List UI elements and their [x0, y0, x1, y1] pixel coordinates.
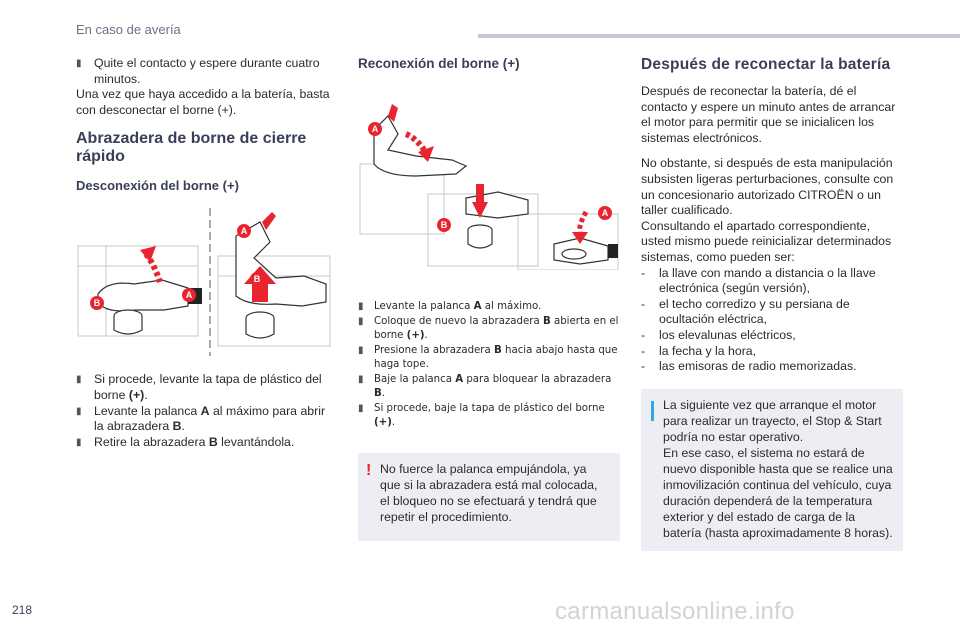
intro-paragraph: Una vez que haya accedido a la batería, basta con desconectar el borne (+). [76, 87, 330, 117]
label-a-bubble: A [598, 206, 612, 220]
exclamation-icon: ! [366, 461, 372, 479]
reconnect-illustration [358, 94, 620, 270]
step-item: ▮ Levante la palanca A al máximo. [358, 300, 620, 315]
systems-list [641, 266, 903, 375]
info-note [641, 389, 903, 551]
step-item: ▮ Levante la palanca A al máximo para abrir la abrazadera B. [76, 403, 326, 434]
check-box-icon: ▮ [358, 301, 364, 312]
check-box-icon: ▮ [358, 344, 364, 356]
page-number: 218 [12, 603, 33, 617]
clamp-disconnect-drawing [76, 206, 334, 358]
list-item: - los elevalunas eléctricos, [641, 327, 796, 342]
step-item: ▮ Coloque de nuevo la abrazadera B abierta en el borne (+). [358, 315, 620, 344]
step-item: ▮ Si procede, baje la tapa de plástico del borne (+). [358, 402, 620, 431]
warning-text: No fuerce la palanca empujándola, ya que si la abrazadera está mal colocada, el bloqueo no se efectuará y tendrá que repetir el procedimiento. [380, 461, 598, 524]
label-b-bubble: B [250, 272, 264, 286]
intro-step [76, 56, 334, 87]
info-text-2: En ese caso, el sistema no estará de nuevo disponible hasta que se realice una inmovilización continua del vehículo, cuya duración dependerá de la temperatura exterior y del estado de carga de la batería (hasta aproximadamente 8 horas). [663, 445, 893, 540]
column-3 [641, 56, 903, 551]
section-heading-reconnect: Reconexión del borne (+) [358, 56, 520, 71]
list-item: - la fecha y la hora, [641, 343, 757, 358]
list-item: - el techo corredizo y su persiana de ocultación eléctrica, [641, 296, 850, 327]
list-item: - la llave con mando a distancia o la llave electrónica (según versión), [641, 265, 876, 296]
subheading-disconnect: Desconexión del borne (+) [76, 178, 239, 194]
check-box-icon: ▮ [76, 58, 82, 69]
label-b-bubble: B [90, 296, 104, 310]
info-text-1: La siguiente vez que arranque el motor para realizar un trayecto, el Stop & Start podría no estar operativo. [663, 397, 882, 444]
label-b-bubble: B [437, 218, 451, 232]
list-item: - las emisoras de radio memorizadas. [641, 359, 857, 374]
clamp-reconnect-drawing [358, 94, 620, 270]
reconnect-steps [358, 300, 620, 431]
warning-note [358, 453, 620, 541]
check-box-icon: ▮ [358, 402, 364, 414]
label-a-bubble: A [237, 224, 251, 238]
paragraph-reinitialize: Consultando el apartado correspondiente, usted mismo puede reinicializar determinados sistemas, como pueden ser: [641, 218, 892, 264]
check-box-icon: ▮ [358, 373, 364, 385]
paragraph-after-reconnect: Después de reconectar la batería, dé el contacto y espere un minuto antes de arrancar el motor para permitir que se inicialicen los sistemas electrónicos. [641, 84, 896, 145]
step-item: ▮ Retire la abrazadera B levantándola. [76, 434, 295, 449]
step-item: ▮ Presione la abrazadera B hacia abajo hasta que haga tope. [358, 344, 620, 373]
step-item: ▮ Baje la palanca A para bloquear la abrazadera B. [358, 373, 620, 402]
check-box-icon: ▮ [76, 405, 82, 417]
disconnect-steps [76, 372, 334, 450]
info-icon [651, 401, 654, 421]
column-1 [76, 56, 334, 450]
step-item: ▮ Si procede, levante la tapa de plástico del borne (+). [76, 372, 322, 402]
label-a-bubble: A [368, 122, 382, 136]
check-box-icon: ▮ [76, 374, 82, 386]
watermark: carmanualsonline.info [555, 598, 795, 625]
page-header-title: En caso de avería [76, 22, 181, 37]
label-a-bubble: A [182, 288, 196, 302]
paragraph-dealer: No obstante, si después de esta manipulación subsisten ligeras perturbaciones, consulte con un concesionario autorizado CITROËN o un taller cualificado. [641, 156, 894, 218]
check-box-icon: ▮ [358, 315, 364, 327]
section-heading-quick-release: Abrazadera de borne de cierre rápido [76, 130, 307, 166]
column-2 [358, 56, 620, 541]
header-bar [478, 34, 960, 38]
section-heading-after-reconnect: Después de reconectar la batería [641, 56, 891, 73]
intro-step-text: Quite el contacto y espere durante cuatro minutos. [94, 56, 320, 86]
disconnect-illustration [76, 206, 334, 358]
check-box-icon: ▮ [76, 436, 82, 448]
